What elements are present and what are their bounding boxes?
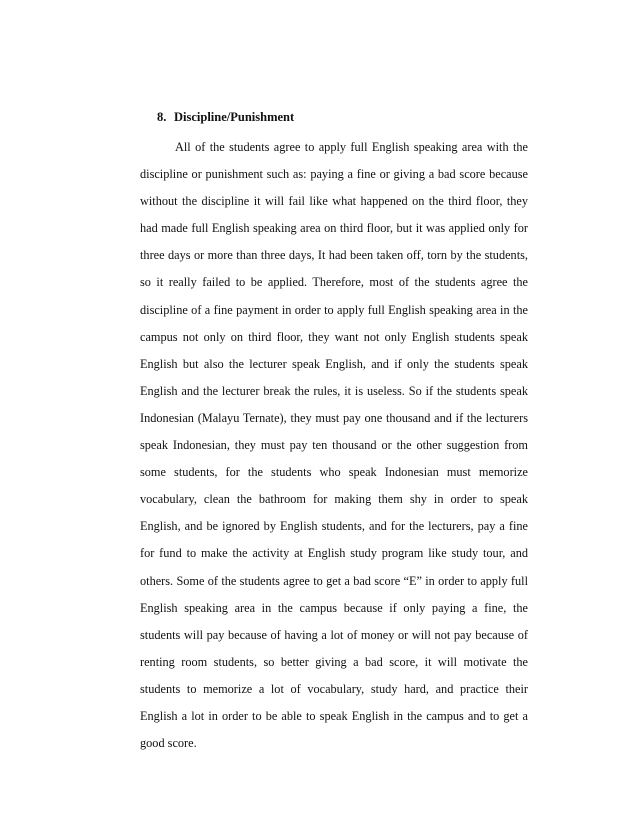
- section-number: 8.: [157, 110, 167, 124]
- body-paragraph: All of the students agree to apply full English speaking area with the discipline or punishment such as: paying a fine or giving a bad score because without the discipline it will fail like what happened on the third floor, they had made full English speaking area on third floor, but it was applied only for three days or more than three days, It had been taken off, torn by the students, so it really failed to be applied. Therefore, most of the students agree the discipline of a fine payment in order to apply full English speaking area in the campus not only on third floor, they want not only English students speak English but also the lecturer speak English, and if only the students speak English and the lecturer break the rules, it is useless. So if the students speak Indonesian (Malayu Ternate), they must pay one thousand and if the lecturers speak Indonesian, they must pay ten thousand or the other suggestion from some students, for the students who speak Indonesian must memorize vocabulary, clean the bathroom for making them shy in order to speak English, and be ignored by English students, and for the lecturers, pay a fine for fund to make the activity at English study program like study tour, and others. Some of the students agree to get a bad score “E” in order to apply full English speaking area in the campus because if only paying a fine, the students will pay because of having a lot of money or will not pay because of renting room students, so better giving a bad score, it will motivate the students to memorize a lot of vocabulary, study hard, and practice their English a lot in order to be able to speak English in the campus and to get a good score.: [140, 140, 528, 751]
- section-title: Discipline/Punishment: [174, 110, 295, 124]
- section-heading: [157, 109, 294, 125]
